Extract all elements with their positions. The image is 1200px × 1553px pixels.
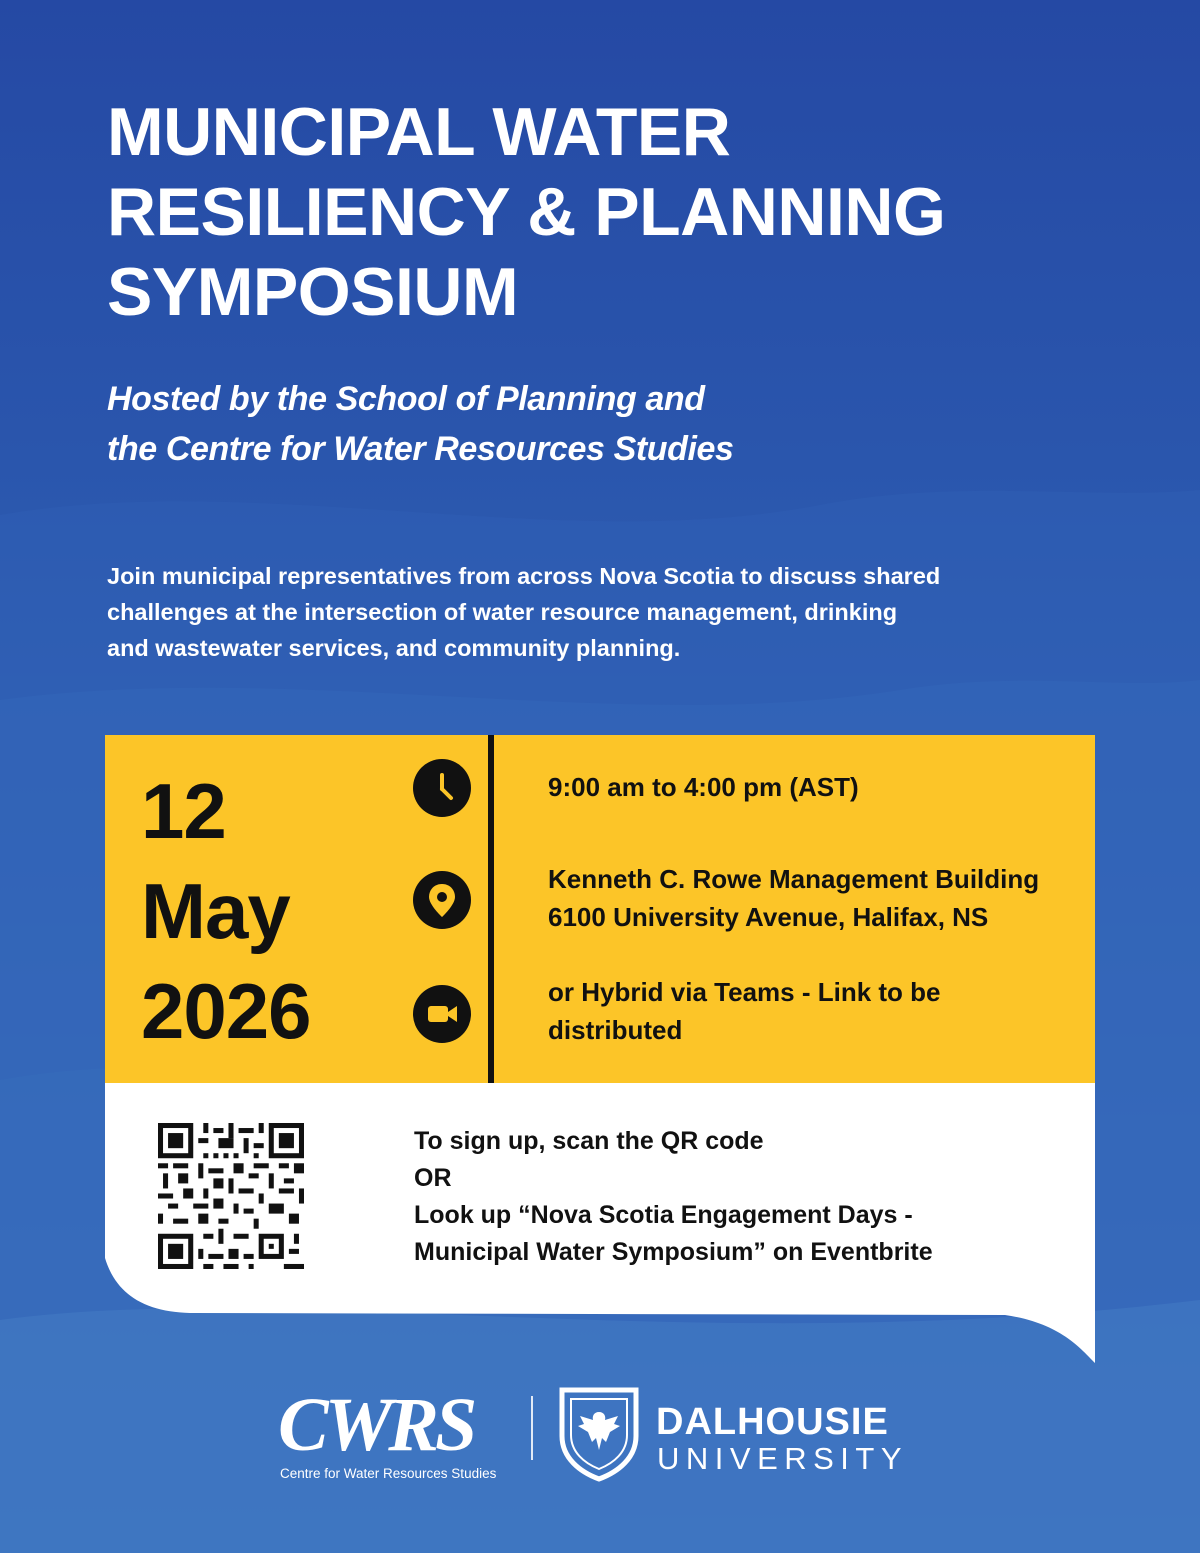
- detail-online: [413, 977, 941, 1049]
- event-date: [141, 761, 311, 1061]
- location-text: [548, 860, 1039, 936]
- map-pin-icon: [413, 871, 471, 929]
- title-line: MUNICIPAL WATER: [107, 94, 731, 170]
- time-value: 9:00 am to 4:00 pm (AST): [548, 772, 859, 802]
- intro-line: Join municipal representatives from across Nova Scotia to discuss shared: [107, 563, 941, 589]
- logo-bar: [0, 1380, 1200, 1500]
- online-text: [548, 973, 941, 1049]
- time-text: [548, 768, 859, 806]
- logo-divider: [531, 1396, 533, 1460]
- subtitle-line: the Centre for Water Resources Studies: [107, 430, 734, 468]
- cwrs-logo: CWRS: [278, 1383, 474, 1467]
- detail-location: [413, 864, 1040, 936]
- signup-line: OR: [414, 1164, 452, 1192]
- signup-line: Look up “Nova Scotia Engagement Days -: [414, 1201, 913, 1229]
- host-subtitle: [107, 374, 1007, 474]
- intro-line: challenges at the intersection of water resource management, drinking: [107, 599, 898, 625]
- cwrs-name: Centre for Water Resources Studies: [280, 1466, 497, 1481]
- online-line: distributed: [548, 1015, 683, 1045]
- signup-line: To sign up, scan the QR code: [414, 1127, 764, 1155]
- location-line: Kenneth C. Rowe Management Building: [548, 864, 1040, 894]
- video-camera-icon: [413, 985, 471, 1043]
- signup-card: [105, 1083, 1095, 1313]
- title-line: SYMPOSIUM: [107, 254, 519, 330]
- intro-line: and wastewater services, and community planning.: [107, 635, 681, 661]
- subtitle-line: Hosted by the School of Planning and: [107, 380, 705, 418]
- signup-line: Municipal Water Symposium” on Eventbrite: [414, 1238, 933, 1266]
- clock-icon: [413, 759, 471, 817]
- page-title: [107, 92, 1107, 332]
- title-line: RESILIENCY & PLANNING: [107, 174, 946, 250]
- detail-time: [413, 759, 859, 817]
- event-details-box: [105, 735, 1095, 1083]
- qr-code-icon[interactable]: [158, 1123, 304, 1269]
- signup-instructions: [414, 1123, 933, 1271]
- online-line: or Hybrid via Teams - Link to be: [548, 977, 941, 1007]
- intro-paragraph: [107, 558, 1087, 666]
- date-day: 12: [141, 767, 226, 855]
- dalhousie-university: UNIVERSITY: [657, 1441, 909, 1476]
- date-month: May: [141, 867, 290, 955]
- date-year: 2026: [141, 967, 311, 1055]
- location-line: 6100 University Avenue, Halifax, NS: [548, 902, 989, 932]
- dalhousie-name: DALHOUSIE: [656, 1401, 889, 1443]
- dalhousie-shield-icon: [558, 1386, 640, 1482]
